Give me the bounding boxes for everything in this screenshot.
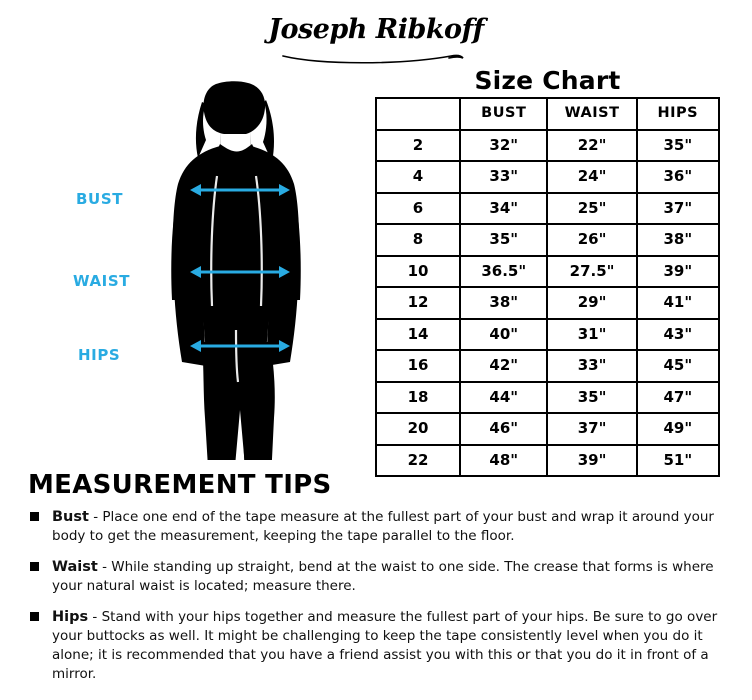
cell-hips: 35" (637, 130, 719, 162)
cell-bust: 34" (460, 193, 547, 225)
table-header-row (376, 98, 719, 130)
tip-text: - Place one end of the tape measure at the fullest part of your bust and wrap it around your body to get the measurement, keeping the tape parallel to the floor. (52, 509, 714, 544)
cell-hips: 39" (637, 256, 719, 288)
label-bust: BUST (76, 190, 124, 208)
cell-size: 12 (376, 287, 460, 319)
cell-waist: 37" (547, 413, 636, 445)
tip-term: Bust (52, 509, 89, 525)
cell-size: 16 (376, 350, 460, 382)
tip-item (28, 608, 728, 684)
table-row (376, 350, 719, 382)
cell-hips: 43" (637, 319, 719, 351)
table-row (376, 413, 719, 445)
tip-text: - Stand with your hips together and measure the fullest part of your hips. Be sure to go over your buttocks as well. It might be challenging to keep the tape consistently level when you do it alone; it is recommended that you have a friend assist you with this or that you do it in front of a mirror. (52, 609, 718, 682)
measurement-tips-title: MEASUREMENT TIPS (28, 470, 332, 500)
tip-item (28, 558, 728, 596)
cell-hips: 41" (637, 287, 719, 319)
table-row (376, 445, 719, 477)
cell-bust: 35" (460, 224, 547, 256)
cell-size: 2 (376, 130, 460, 162)
cell-waist: 33" (547, 350, 636, 382)
size-chart-table (375, 97, 720, 477)
cell-bust: 33" (460, 161, 547, 193)
column-header-waist: WAIST (547, 98, 636, 130)
cell-bust: 32" (460, 130, 547, 162)
table-row (376, 319, 719, 351)
column-header-bust: BUST (460, 98, 547, 130)
brand-underline-flourish (281, 52, 467, 66)
hips-measure-arrow (190, 338, 290, 354)
column-header-size (376, 98, 460, 130)
cell-bust: 42" (460, 350, 547, 382)
brand-logo: Joseph Ribkoff (268, 14, 484, 45)
cell-hips: 45" (637, 350, 719, 382)
tip-item (28, 508, 728, 546)
column-header-hips: HIPS (637, 98, 719, 130)
bullet-square-icon (30, 512, 39, 521)
cell-hips: 49" (637, 413, 719, 445)
bullet-square-icon (30, 612, 39, 621)
cell-waist: 25" (547, 193, 636, 225)
cell-hips: 36" (637, 161, 719, 193)
cell-hips: 47" (637, 382, 719, 414)
cell-waist: 22" (547, 130, 636, 162)
table-row (376, 130, 719, 162)
cell-waist: 31" (547, 319, 636, 351)
cell-waist: 26" (547, 224, 636, 256)
cell-hips: 37" (637, 193, 719, 225)
table-row (376, 161, 719, 193)
cell-bust: 40" (460, 319, 547, 351)
cell-size: 22 (376, 445, 460, 477)
cell-bust: 48" (460, 445, 547, 477)
cell-waist: 24" (547, 161, 636, 193)
cell-bust: 36.5" (460, 256, 547, 288)
table-row (376, 224, 719, 256)
cell-waist: 29" (547, 287, 636, 319)
measurement-tips-list (28, 508, 728, 696)
bullet-square-icon (30, 562, 39, 571)
cell-size: 6 (376, 193, 460, 225)
size-chart-title: Size Chart (474, 66, 621, 95)
cell-bust: 44" (460, 382, 547, 414)
cell-size: 4 (376, 161, 460, 193)
table-row (376, 256, 719, 288)
cell-hips: 38" (637, 224, 719, 256)
cell-hips: 51" (637, 445, 719, 477)
label-waist: WAIST (73, 272, 131, 290)
cell-size: 14 (376, 319, 460, 351)
cell-size: 18 (376, 382, 460, 414)
tip-term: Hips (52, 609, 89, 625)
cell-waist: 27.5" (547, 256, 636, 288)
cell-size: 10 (376, 256, 460, 288)
table-row (376, 193, 719, 225)
cell-waist: 35" (547, 382, 636, 414)
label-hips: HIPS (78, 346, 121, 364)
cell-waist: 39" (547, 445, 636, 477)
tip-term: Waist (52, 559, 98, 575)
waist-measure-arrow (190, 264, 290, 280)
bust-measure-arrow (190, 182, 290, 198)
cell-size: 20 (376, 413, 460, 445)
table-row (376, 382, 719, 414)
table-row (376, 287, 719, 319)
cell-bust: 38" (460, 287, 547, 319)
cell-size: 8 (376, 224, 460, 256)
tip-text: - While standing up straight, bend at the waist to one side. The crease that forms is where your natural waist is located; measure there. (52, 559, 714, 594)
cell-bust: 46" (460, 413, 547, 445)
